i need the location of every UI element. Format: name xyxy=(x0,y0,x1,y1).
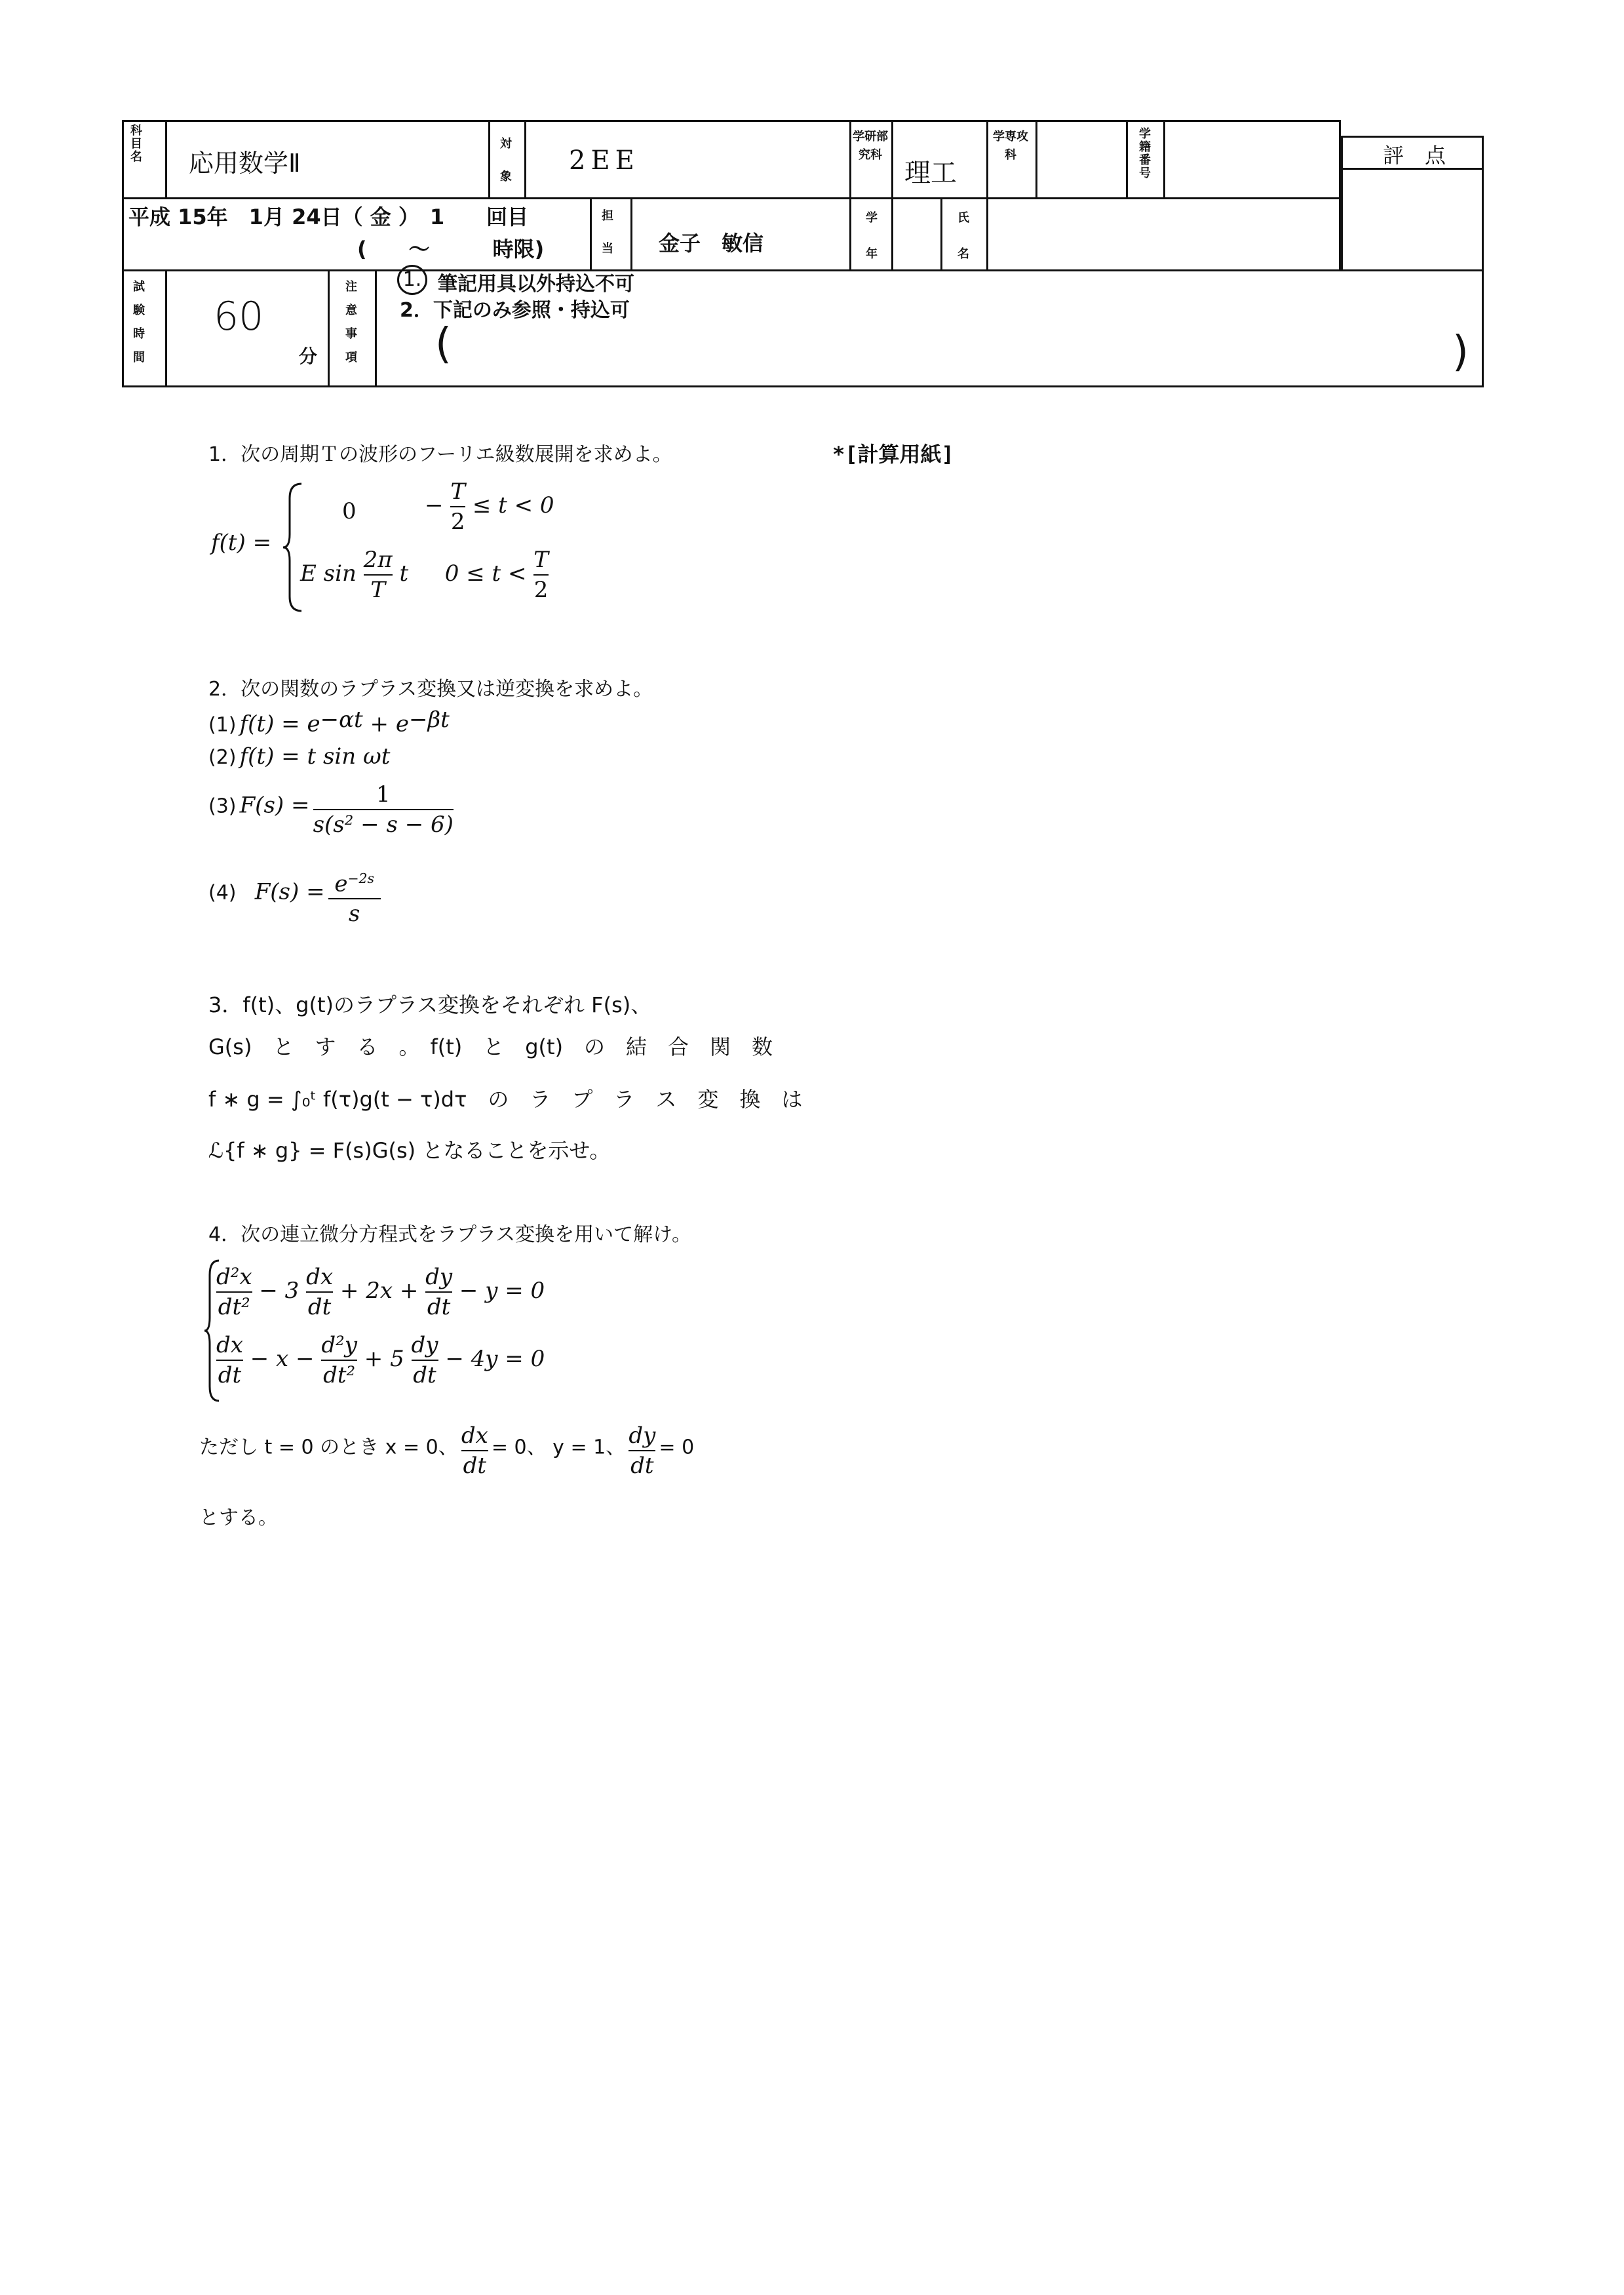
label-target: 対象 xyxy=(500,137,512,184)
label-year: 学年 xyxy=(866,211,878,261)
note1-marker: 1. xyxy=(397,265,427,295)
score-label: 評 点 xyxy=(1383,143,1446,168)
q4-eq1: $\frac{\text{d²x}}{\text{dt²}}$ − 3 $\frac{dx}{dt}$ + 2x + $\frac{dy}{dt}$ − y = 0 xyxy=(216,1264,545,1320)
label-teacher: 担当 xyxy=(602,209,613,256)
label-name: 氏名 xyxy=(957,211,969,261)
label-notes: 注意事項 xyxy=(345,280,357,364)
q1-case2: E sin $\frac{2\pi}{T}$ t 0 ≤ t < $\frac{T}{2}$ xyxy=(300,547,549,603)
paren-open: ( xyxy=(435,320,452,368)
target-value: 2EE xyxy=(569,146,640,176)
q2-item1: (1) $f(t) = e^{-\alpha t} + e^{-\beta t}$ xyxy=(208,707,450,737)
paren-close: ) xyxy=(1452,328,1469,376)
exam-period: ( ～ 時限) xyxy=(357,237,545,262)
label-time: 試験時間 xyxy=(133,280,145,364)
q3-line1: 3．f(t)、g(t)のラプラス変換をそれぞれ F(s)、 xyxy=(208,992,652,1017)
q2-item2: (2) f(t) = t sin ωt xyxy=(208,743,391,770)
header-row3 xyxy=(122,269,1484,387)
q1-text: 1．次の周期Ｔの波形のフーリエ級数展開を求めよ。 xyxy=(208,443,672,466)
header-row1 xyxy=(122,120,1341,199)
q2-text: 2．次の関数のラプラス変換又は逆変換を求めよ。 xyxy=(208,678,653,701)
q2-item4: (4) F(s) = $\frac{e^{-2s}}{s}$ xyxy=(208,864,381,928)
label-department: 学研部究科 xyxy=(853,130,888,162)
q4-eq2: $\frac{dx}{dt}$ − x − $\frac{\text{d²y}}{\text{dt²}}$ + 5 $\frac{dy}{dt}$ − 4y = 0 xyxy=(216,1332,545,1388)
note1-text: 筆記用具以外持込不可 xyxy=(438,273,634,296)
subject-value: 応用数学Ⅱ xyxy=(189,149,301,178)
q1-case1-cond: − $\frac{T}{2}$ ≤ t < 0 xyxy=(425,479,554,535)
exam-date: 平成 15年 1月 24日（ 金 ） 1 回目 xyxy=(128,205,529,229)
q3-line3: f ∗ g = ∫₀ᵗ f(τ)g(t − τ)dτ の ラ プ ラ ス 変 換 は xyxy=(208,1087,803,1112)
minutes-unit: 分 xyxy=(299,345,318,367)
label-subject: 科目名 xyxy=(130,124,142,164)
label-student-no: 学籍番号 xyxy=(1139,127,1151,180)
q3-line2: G(s) と す る 。 f(t) と g(t) の 結 合 関 数 xyxy=(208,1034,773,1059)
exam-time-value: 60 xyxy=(214,294,264,340)
note2-text: 2．下記のみ参照・持込可 xyxy=(400,299,630,322)
q4-closing: とする。 xyxy=(199,1506,278,1529)
q4-text: 4．次の連立微分方程式をラプラス変換を用いて解け。 xyxy=(208,1223,691,1246)
q1-case1-value: 0 xyxy=(342,498,357,524)
label-major: 学専攻科 xyxy=(993,130,1028,162)
q3-line4: ℒ{f ∗ g} = F(s)G(s) となることを示せ。 xyxy=(208,1138,611,1163)
department-value: 理工 xyxy=(904,158,957,188)
q1-lhs: f(t) = xyxy=(211,530,272,556)
q2-item3: (3) F(s) = $\frac{1}{\text{s(s² − s − 6)}}$ xyxy=(208,781,454,838)
q4-conditions: ただし t = 0 のとき x = 0、 $\frac{dx}{dt}$ = 0、 y = 1、 $\frac{dy}{dt}$ = 0 xyxy=(199,1422,695,1479)
teacher-value: 金子 敏信 xyxy=(659,231,764,256)
handwritten-note: *[計算用紙] xyxy=(832,442,954,467)
